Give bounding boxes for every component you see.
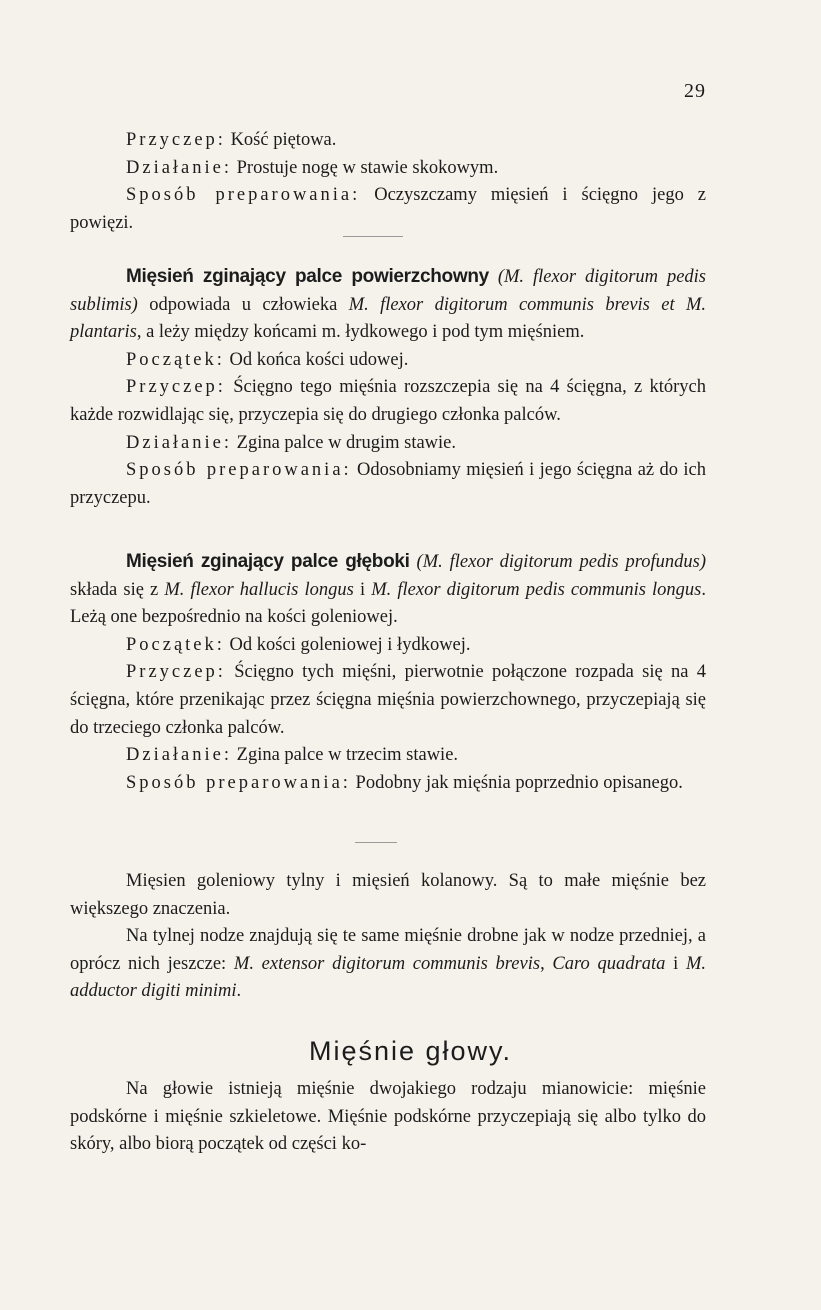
small-muscles-p2 (70, 923, 706, 1006)
poczatek-text: Od kości goleniowej i łydkowej. (224, 634, 471, 655)
flexor-prof-description (70, 548, 706, 632)
przyczep-text: Kość piętowa. (225, 130, 337, 150)
flexor-sup-position: , a leży między końcami m. łydkowego i pod tym mięśniem. (136, 322, 585, 343)
small-muscles-latin1: M. extensor digitorum communis brevis (233, 953, 541, 974)
przyczep-label: Przyczep: (126, 130, 226, 150)
separator-line (355, 842, 397, 843)
head-muscles-section (70, 1076, 706, 1159)
sposob-line (70, 182, 706, 237)
poczatek-label: Początek: (126, 634, 225, 655)
small-muscles-latin2: Caro quadrata (552, 953, 666, 974)
dzialanie-line (70, 155, 706, 183)
flexor-sup-latin-equivalent: M. flexor digitorum communis brevis et M. plantaris (70, 294, 706, 343)
small-muscles-latin3: M. adductor digiti minimi (70, 953, 706, 1002)
small-muscles-section (70, 868, 706, 1006)
dzialanie-label: Działanie: (126, 745, 233, 766)
flexor-prof-przyczep (70, 659, 706, 742)
flexor-prof-poczatek (70, 632, 706, 660)
przyczep-block (70, 127, 706, 237)
sposob-label: Sposób preparowania: (126, 460, 352, 481)
dzialanie-text: Prostuje nogę w stawie skokowym. (232, 157, 499, 178)
sposob-text: Oczyszczamy mięsień i ścięgno jego z powięzi. (70, 185, 706, 233)
flexor-prof-text1: składa się z (70, 579, 165, 600)
sposob-label: Sposób preparowania: (126, 185, 361, 206)
dzialanie-label: Działanie: (126, 432, 233, 453)
flexor-sup-przyczep (70, 374, 706, 429)
flexor-prof-text3: . Leżą one bezpośrednio na kości goleniowej. (70, 579, 707, 628)
flexor-sup-latin: (M. flexor digitorum pedis sublimis) (70, 267, 706, 315)
small-muscles-p2-text: Na tylnej nodze znajdują się te same mięśnie drobne jak w nodze przedniej, a oprócz nich jeszcze: (70, 926, 706, 974)
page-number: 29 (684, 80, 706, 102)
head-muscles-p1: Na głowie istnieją mięśnie dwojakiego rodzaju mianowicie: mięśnie podskórne i mięśnie szkieletowe. Mięśnie podskórne przyczepiają się albo tylko do skóry, albo biorą początek od części ko- (70, 1079, 706, 1155)
flexor-sup-poczatek (70, 347, 706, 375)
przyczep-line (70, 127, 706, 155)
przyczep-text: Ścięgno tego mięśnia rozszczepia się na 4 ścięgna, z których każde rozwidlając się, przyczepia się do drugiego członka palców. (70, 377, 706, 425)
flexor-sup-sposob (70, 457, 706, 512)
flexor-prof-latin2: M. flexor hallucis longus (164, 579, 354, 600)
dzialanie-text: Zgina palce w drugim stawie. (232, 432, 457, 453)
small-muscles-end: . (236, 981, 242, 1002)
przyczep-text: Ścięgno tych mięśni, pierwotnie połączone rozpada się na 4 ścięgna, które przenikając przez ścięgna mięśnia powierzchownego, przyczepiają się do trzeciego członka palców. (70, 662, 706, 738)
separator-line (343, 236, 403, 237)
small-muscles-p1: Mięsien goleniowy tylny i mięsień kolanowy. Są to małe mięśnie bez większego znaczenia. (70, 871, 706, 919)
dzialanie-text: Zgina palce w trzecim stawie. (232, 745, 459, 766)
flexor-prof-latin: (M. flexor digitorum pedis profundus) (409, 552, 706, 572)
dzialanie-label: Działanie: (126, 157, 233, 178)
flexor-profundus-section (70, 548, 706, 797)
flexor-sup-heading: Mięsień zginający palce powierzchowny (126, 266, 489, 287)
flexor-sup-description (70, 263, 706, 347)
flexor-prof-latin3: M. flexor digitorum pedis communis longus (371, 579, 702, 600)
sposob-text: Odosobniamy mięsień i jego ścięgna aż do ich przyczepu. (70, 460, 706, 508)
przyczep-label: Przyczep: (126, 662, 226, 683)
flexor-superficialis-section (70, 263, 706, 512)
poczatek-text: Od końca kości udowej. (224, 349, 409, 370)
poczatek-label: Początek: (126, 349, 225, 370)
flexor-prof-dzialanie (70, 742, 706, 770)
flexor-prof-sposob (70, 770, 706, 798)
section-title: Mięśnie głowy. (308, 1036, 513, 1066)
flexor-sup-dzialanie (70, 430, 706, 458)
flexor-sup-text: odpowiada u człowieka (137, 294, 349, 315)
flexor-prof-text2: i (353, 579, 372, 600)
sposob-text: Podobny jak mięśnia poprzednio opisanego. (350, 772, 683, 793)
sposob-label: Sposób preparowania: (126, 772, 351, 793)
przyczep-label: Przyczep: (126, 377, 226, 398)
small-muscles-sep2: i (665, 953, 686, 974)
small-muscles-sep1: , (540, 953, 553, 974)
flexor-prof-heading: Mięsień zginający palce głęboki (126, 551, 410, 572)
